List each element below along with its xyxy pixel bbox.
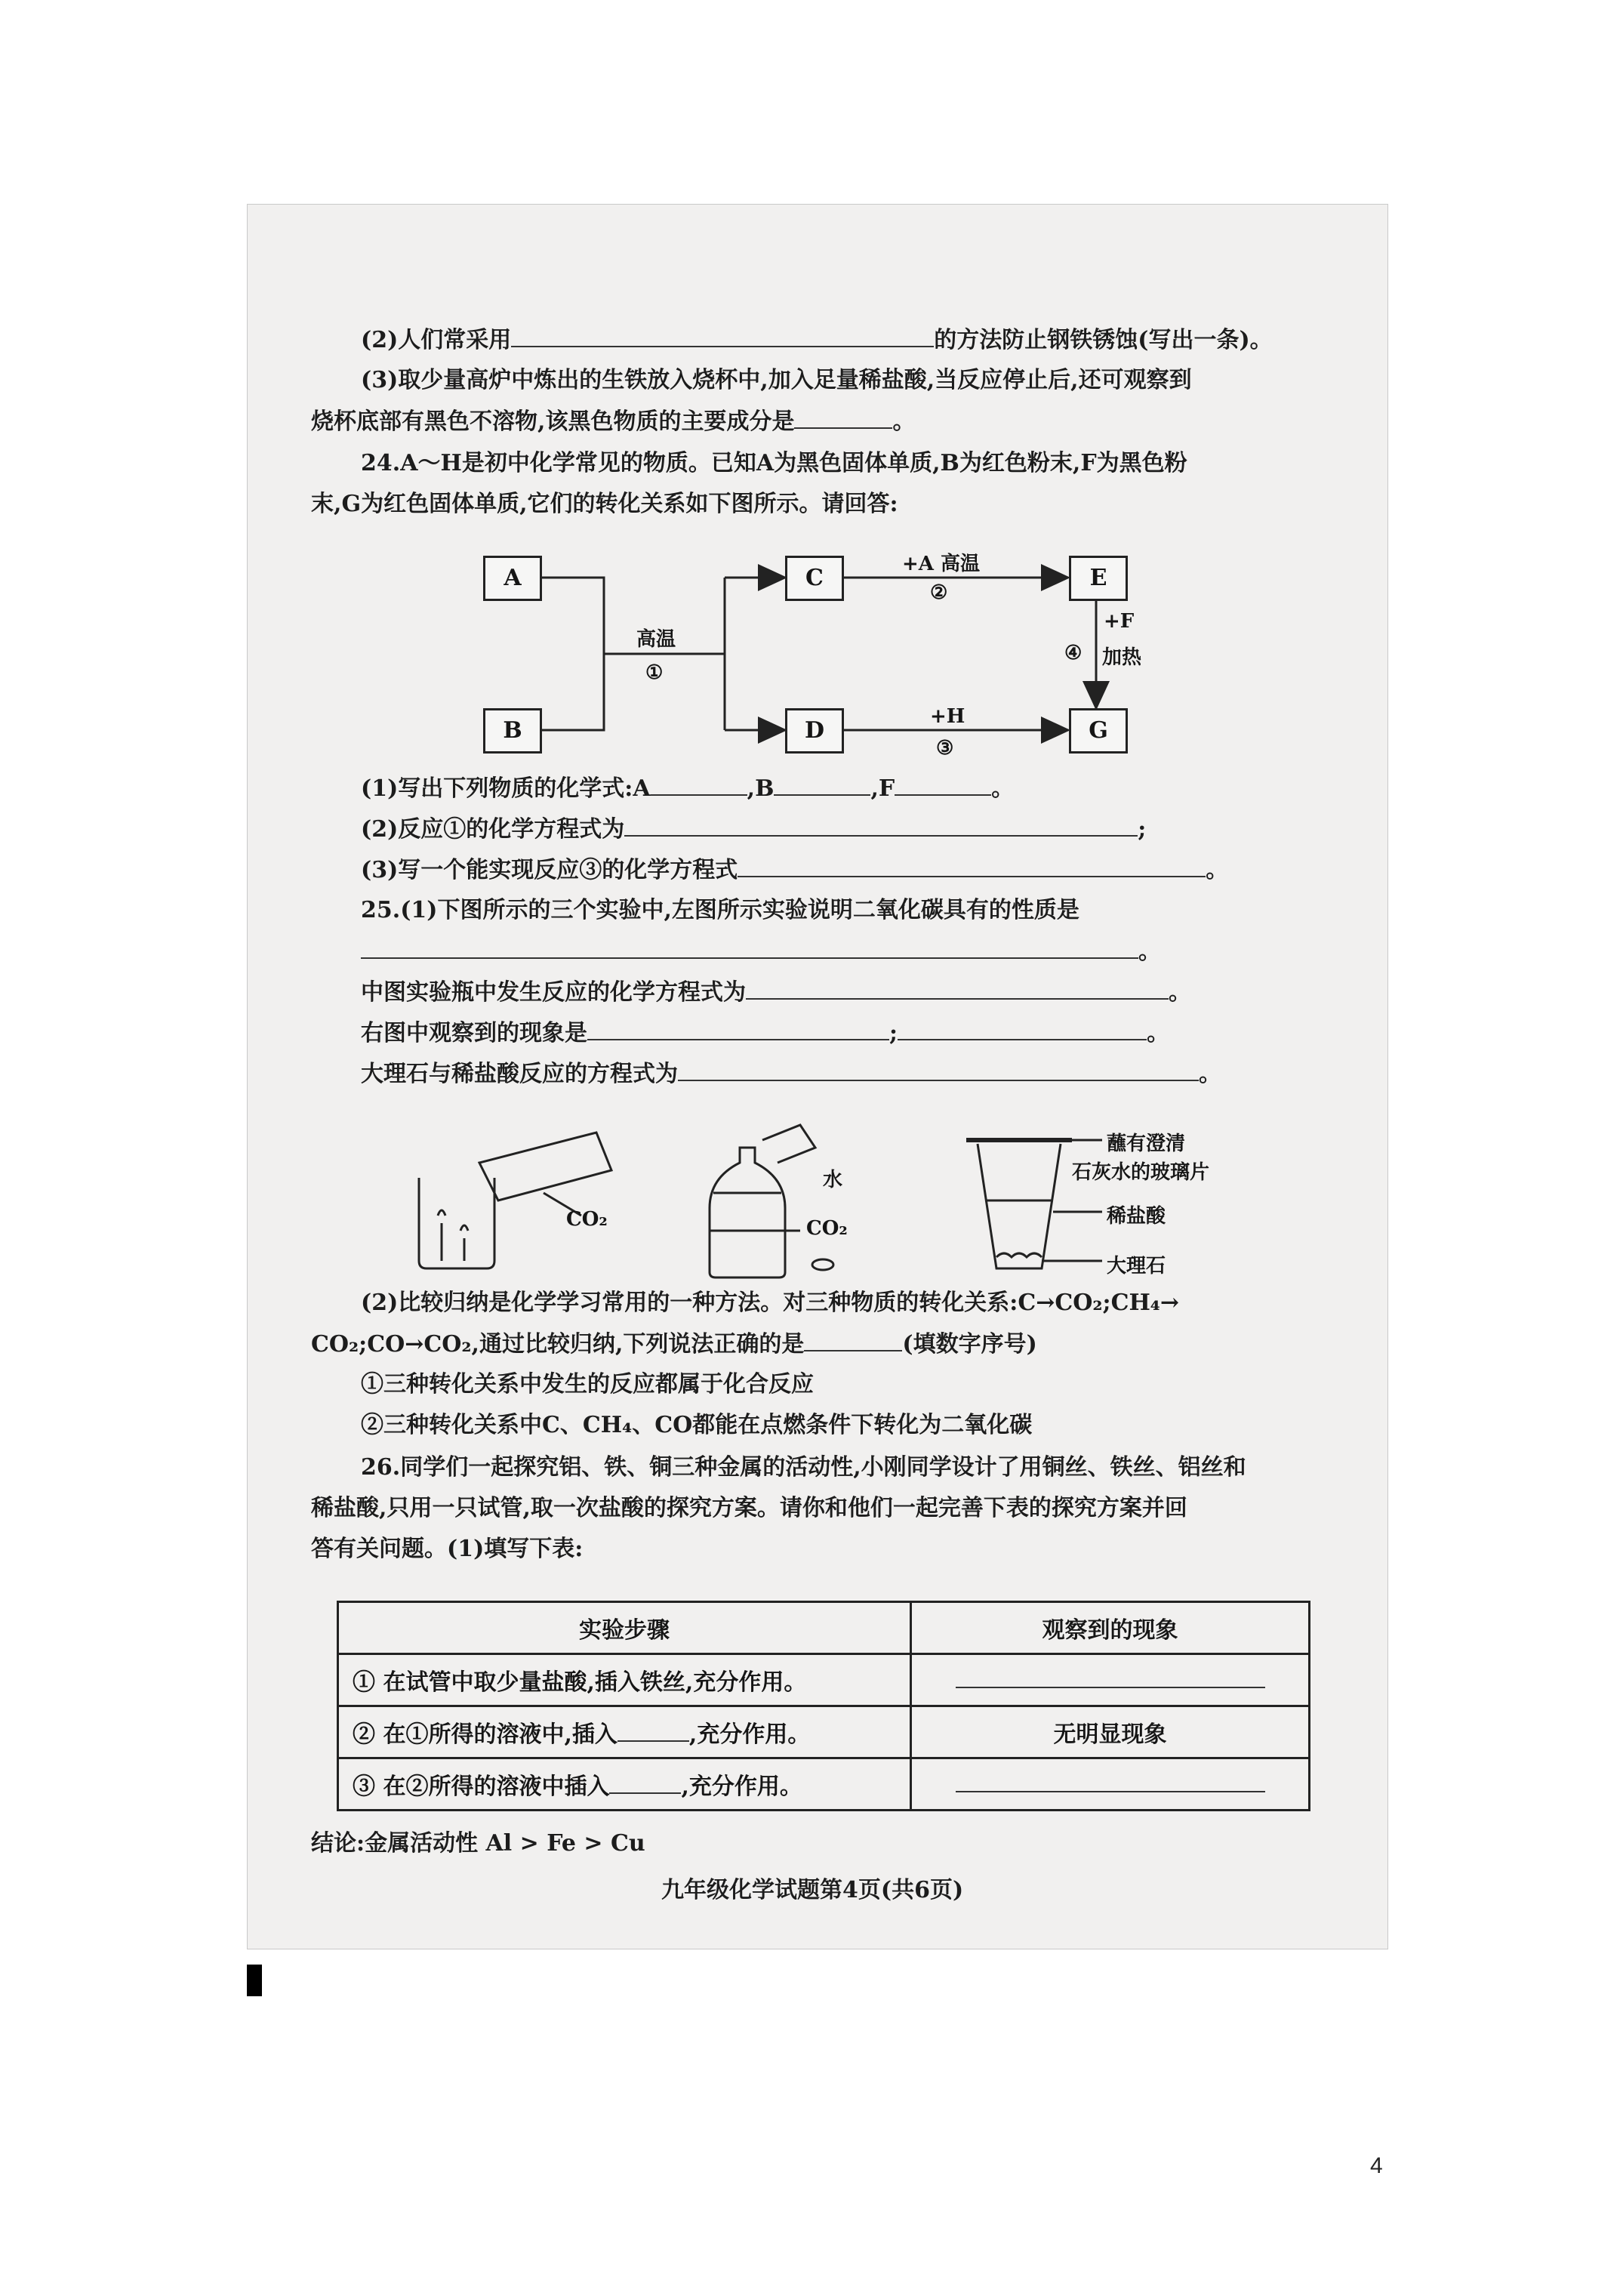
table-header-observation: 观察到的现象	[911, 1602, 1310, 1654]
table-cell-observation: 无明显现象	[911, 1706, 1310, 1758]
q26-line-a: 26.同学们一起探究铝、铁、铜三种金属的活动性,小刚同学设计了用铜丝、铁丝、铝丝和	[361, 1454, 1246, 1481]
q24-1-text-c: ,F	[870, 775, 895, 802]
experiment-table	[337, 1601, 1310, 1811]
q24-1-text-b: ,B	[747, 775, 775, 802]
label-water: 水	[823, 1169, 843, 1191]
q23-3-period: 。	[892, 408, 916, 435]
q24-3-blank	[738, 855, 1206, 877]
step-3-text-b: ,充分作用。	[681, 1774, 802, 1800]
q25-marble-period: 。	[1199, 1061, 1221, 1087]
q25-2-text-c: (填数字序号)	[902, 1331, 1037, 1358]
q25-option-1: ①三种转化关系中发生的反应都属于化合反应	[361, 1371, 814, 1398]
q25-right-text: 右图中观察到的现象是	[361, 1020, 587, 1046]
q24-1-line	[361, 773, 1014, 804]
observation-1-blank	[956, 1666, 1265, 1688]
q24-2-semicolon: ;	[1138, 816, 1147, 843]
scan-marker	[247, 1965, 262, 1996]
label-acid: 稀盐酸	[1107, 1205, 1166, 1228]
label-co2-mid: CO₂	[806, 1217, 848, 1240]
q24-1-blank-f	[895, 773, 991, 796]
step-3-blank	[609, 1771, 681, 1794]
q25-mid-text: 中图实验瓶中发生反应的化学方程式为	[361, 979, 746, 1006]
box-d: D	[785, 708, 844, 754]
label-limewater-2: 石灰水的玻璃片	[1072, 1161, 1210, 1184]
table-cell-step	[338, 1758, 911, 1811]
q25-2-line-a: (2)比较归纳是化学学习常用的一种方法。对三种物质的转化关系:C→CO₂;CH₄→	[361, 1290, 1180, 1316]
label-marble: 大理石	[1107, 1255, 1166, 1277]
q25-1-period: 。	[1138, 938, 1161, 965]
q24-2-text: (2)反应①的化学方程式为	[361, 816, 625, 843]
q24-line-b: 末,G为红色固体单质,它们的转化关系如下图所示。请回答:	[311, 491, 898, 517]
conclusion: 结论:金属活动性 Al > Fe > Cu	[311, 1830, 645, 1857]
table-cell-step	[338, 1706, 911, 1758]
q24-3-text: (3)写一个能实现反应③的化学方程式	[361, 857, 738, 883]
q25-marble-text: 大理石与稀盐酸反应的方程式为	[361, 1061, 678, 1087]
q23-3-blank	[794, 406, 892, 429]
q23-2-line	[361, 325, 1273, 356]
q25-1-line: 25.(1)下图所示的三个实验中,左图所示实验说明二氧化碳具有的性质是	[361, 897, 1079, 923]
box-e: E	[1069, 556, 1128, 601]
reaction-2-number: ②	[930, 581, 948, 604]
box-c: C	[785, 556, 844, 601]
observation-3-blank	[956, 1770, 1265, 1792]
q25-mid-line	[361, 977, 1191, 1008]
table-row	[338, 1706, 1310, 1758]
q23-2-blank	[511, 325, 934, 347]
q25-1-blank	[361, 936, 1138, 959]
label-co2-left: CO₂	[566, 1208, 608, 1231]
table-cell-observation	[911, 1654, 1310, 1706]
q25-right-line	[361, 1018, 1169, 1049]
reaction-3-number: ③	[936, 737, 954, 760]
step-1-text: ① 在试管中取少量盐酸,插入铁丝,充分作用。	[353, 1669, 807, 1696]
q25-option-2: ②三种转化关系中C、CH₄、CO都能在点燃条件下转化为二氧化碳	[361, 1412, 1033, 1438]
table-cell-observation	[911, 1758, 1310, 1811]
step-2-blank	[617, 1719, 689, 1742]
table-cell-step	[338, 1654, 911, 1706]
q25-right-semicolon: ;	[889, 1020, 898, 1046]
apparatus-drawing	[393, 1117, 1336, 1284]
q25-2-text-b: CO₂;CO→CO₂,通过比较归纳,下列说法正确的是	[311, 1331, 805, 1358]
q25-marble-blank	[678, 1059, 1199, 1081]
q24-2-blank	[624, 814, 1138, 837]
page-footer: 九年级化学试题第4页(共6页)	[661, 1877, 964, 1903]
step-3-text-a: ③ 在②所得的溶液中插入	[353, 1774, 610, 1800]
page-number: 4	[1370, 2153, 1383, 2178]
step-2-text-b: ,充分作用。	[688, 1721, 811, 1748]
q24-1-text-a: (1)写出下列物质的化学式:A	[361, 775, 651, 802]
q24-1-period: 。	[991, 775, 1015, 802]
reaction-2-condition: +A 高温	[902, 553, 981, 575]
q23-2-text-a: (2)人们常采用	[361, 327, 512, 353]
q23-3-text: 烧杯底部有黑色不溶物,该黑色物质的主要成分是	[311, 408, 795, 435]
q25-1-answer-line	[361, 936, 1161, 967]
q23-3-line-a: (3)取少量高炉中炼出的生铁放入烧杯中,加入足量稀盐酸,当反应停止后,还可观察到	[361, 367, 1192, 393]
reaction-4-condition: 加热	[1102, 646, 1142, 669]
table-row	[338, 1758, 1310, 1811]
q25-mid-period: 。	[1169, 979, 1191, 1006]
q24-3-period: 。	[1206, 857, 1229, 883]
reaction-1-number: ①	[645, 661, 664, 684]
label-limewater-1: 蘸有澄清	[1107, 1133, 1186, 1155]
q24-3-line	[361, 855, 1228, 886]
q26-line-c: 答有关问题。(1)填写下表:	[311, 1536, 584, 1562]
q26-line-b: 稀盐酸,只用一只试管,取一次盐酸的探究方案。请你和他们一起完善下表的探究方案并回	[311, 1495, 1187, 1521]
beaker-left	[419, 1178, 494, 1268]
q25-marble-line	[361, 1059, 1221, 1089]
q25-mid-blank	[746, 977, 1169, 1000]
glass-cup	[978, 1144, 1061, 1268]
reaction-3-condition: +H	[930, 705, 965, 728]
box-g: G	[1069, 708, 1128, 754]
reaction-4-number: ④	[1064, 642, 1083, 664]
reaction-1-condition: 高温	[636, 628, 676, 651]
q24-1-blank-b	[774, 773, 870, 796]
water-beaker	[762, 1125, 815, 1163]
reaction-4-reagent: +F	[1104, 610, 1135, 633]
q24-1-blank-a	[651, 773, 747, 796]
q25-right-period: 。	[1147, 1020, 1170, 1046]
q24-2-line	[361, 814, 1146, 845]
q25-2-blank	[804, 1329, 902, 1351]
tilted-bottle	[479, 1133, 611, 1200]
q23-3-line-b	[311, 406, 915, 437]
box-a: A	[483, 556, 542, 601]
q25-right-blank-b	[898, 1018, 1147, 1040]
q25-right-blank-a	[587, 1018, 889, 1040]
plastic-bottle	[710, 1148, 785, 1277]
table-row	[338, 1654, 1310, 1706]
bottle-cap	[812, 1259, 833, 1270]
q25-2-line-b	[311, 1329, 1037, 1360]
q23-2-text-b: 的方法防止钢铁锈蚀(写出一条)。	[934, 327, 1273, 353]
table-header-row	[338, 1602, 1310, 1654]
step-2-text-a: ② 在①所得的溶液中,插入	[353, 1721, 617, 1748]
q24-line-a: 24.A～H是初中化学常见的物质。已知A为黑色固体单质,B为红色粉末,F为黑色粉	[361, 450, 1187, 476]
table-header-step: 实验步骤	[338, 1602, 911, 1654]
box-b: B	[483, 708, 542, 754]
